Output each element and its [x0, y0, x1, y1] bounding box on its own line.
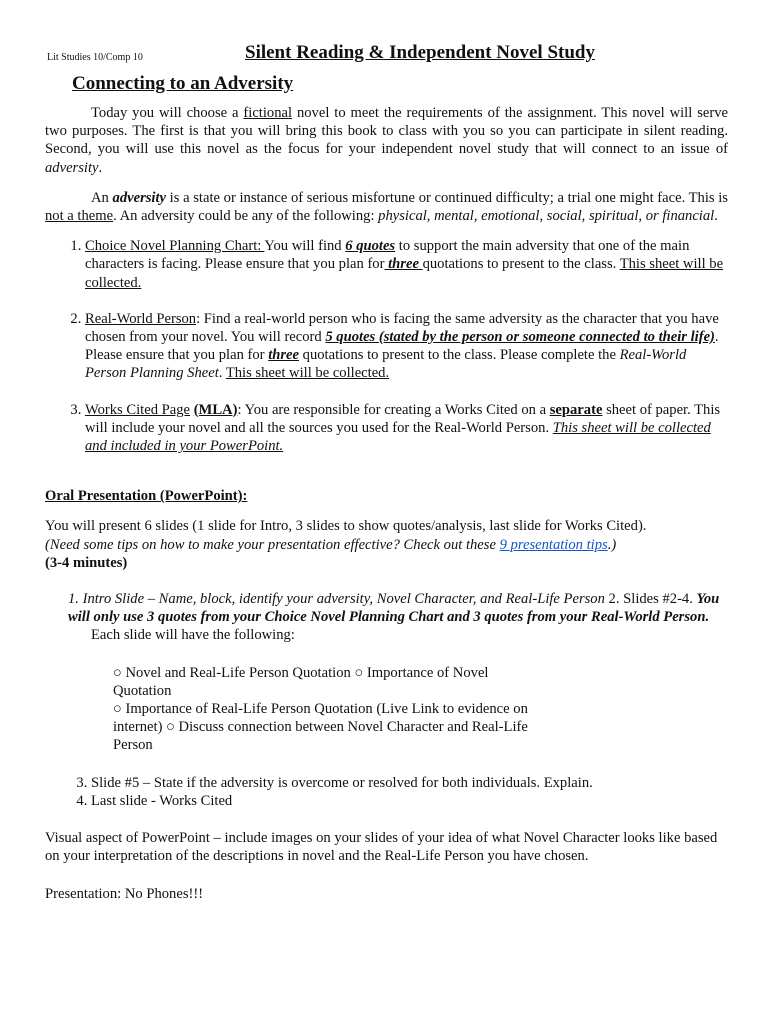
document-title: Silent Reading & Independent Novel Study	[245, 42, 595, 63]
intro-paragraph-1: Today you will choose a fictional novel to meet the requirements of the assignment. This novel will serve two purposes. The first is that you will bring this book to class with you so you can participate in silent reading. Second, you will use this novel as the focus for your independent novel study that will connect to an issue of adversity.	[45, 105, 728, 176]
visual-aspect-paragraph: Visual aspect of PowerPoint – include images on your slides of your idea of what Novel Character looks like based on your interpretation of the descriptions in novel and the Real-Life Person you have chosen.	[45, 830, 718, 865]
slides-instructions	[45, 590, 728, 645]
last-slide-item: 4. Last slide - Works Cited	[91, 792, 728, 810]
task-choice-novel-chart: 1. Choice Novel Planning Chart: You will find 6 quotes to support the main adversity that one of the main characters is facing. Please ensure that you plan for three quotations to present to the class. This sheet will be collected.	[85, 237, 728, 292]
intro-slide-line: 1. Intro Slide – Name, block, identify your adversity, Novel Character, and Real-Life Person 2. Slides #2-4. You will only use 3 quotes from your Choice Novel Planning Chart and 3 quotes from your Real-World Person.	[68, 591, 720, 626]
slide-content-bullets	[45, 664, 543, 755]
oral-presentation-heading: Oral Presentation (PowerPoint):	[45, 488, 248, 505]
remaining-slides-list	[45, 774, 728, 810]
task-works-cited: 3. Works Cited Page (MLA): You are responsible for creating a Works Cited on a separate sheet of paper. This will include your novel and all the sources you used for the Real-World Person. This sheet will be collected and included in your PowerPoint.	[85, 401, 728, 456]
no-phones-line: Presentation: No Phones!!!	[45, 885, 204, 902]
task-real-world-person: 2. Real-World Person: Find a real-world person who is facing the same adversity as the character that you have chosen from your novel. You will record 5 quotes (stated by the person or someone connected to their life). Please ensure that you plan for three quotations to present to the class. Please complete the Real-World Person Planning Sheet. This sheet will be collected.	[85, 310, 728, 383]
course-label: Lit Studies 10/Comp 10	[47, 52, 143, 63]
bullet-importance: ○ Importance of Real-Life Person Quotation (Live Link to evidence on internet) ○ Discuss connection between Novel Character and Real-Life Person	[113, 701, 528, 754]
bullet-quotation: ○ Novel and Real-Life Person Quotation ○ Importance of Novel Quotation	[113, 664, 489, 699]
presentation-tips-link[interactable]: 9 presentation tips	[499, 536, 608, 553]
intro-paragraph-2: An adversity is a state or instance of serious misfortune or continued difficulty; a trial one might face. This is not a theme. An adversity could be any of the following: physical, mental, emotional, social, spiritual, or financial.	[45, 189, 728, 225]
task-list	[45, 237, 728, 455]
document-subtitle: Connecting to an Adversity	[72, 73, 294, 94]
slide-5-item: 3. Slide #5 – State if the adversity is overcome or resolved for both individuals. Explain.	[91, 774, 728, 792]
slides-count-line: You will present 6 slides (1 slide for Intro, 3 slides to show quotes/analysis, last slide for Works Cited).	[45, 518, 647, 535]
document-body	[45, 104, 728, 903]
each-slide-line: Each slide will have the following:	[91, 627, 295, 644]
header	[47, 42, 737, 66]
duration-line: (3-4 minutes)	[45, 554, 128, 571]
tips-line: (Need some tips on how to make your presentation effective? Check out these 9 presentation tips.)	[45, 536, 617, 553]
